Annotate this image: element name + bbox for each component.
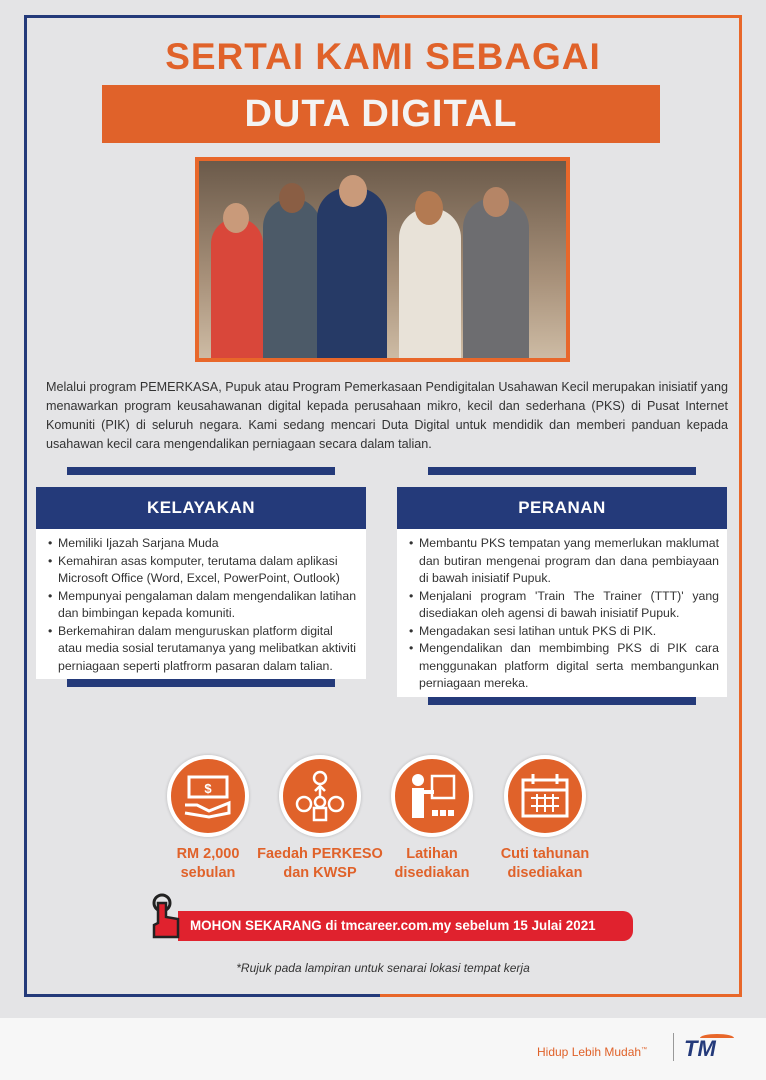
benefit-label: Faedah PERKESO xyxy=(257,846,383,862)
title-banner: DUTA DIGITAL xyxy=(102,85,660,143)
benefit-label: dan KWSP xyxy=(283,865,357,881)
peranan-heading: PERANAN xyxy=(397,487,727,529)
benefit-salary xyxy=(143,755,273,883)
benefit-label: Cuti tahunan xyxy=(500,846,590,862)
divider xyxy=(673,1033,674,1061)
benefit-label: disediakan xyxy=(394,865,470,881)
money-hand-icon xyxy=(167,755,249,837)
tagline-text: Hidup Lebih Mudah xyxy=(537,1045,642,1059)
benefit-label: disediakan xyxy=(507,865,583,881)
footnote: *Rujuk pada lampiran untuk senarai lokasi tempat kerja xyxy=(236,961,530,975)
title-line1: SERTAI KAMI SEBAGAI xyxy=(165,36,601,77)
frame-border xyxy=(24,994,380,997)
section-bar xyxy=(428,467,696,475)
list-item: • Kemahiran asas komputer, terutama dalam aplikasi Microsoft Office (Word, Excel, PowerPoint, Outlook) xyxy=(48,553,358,588)
trademark: ™ xyxy=(641,1047,648,1053)
kelayakan-heading: KELAYAKAN xyxy=(36,487,366,529)
kelayakan-section xyxy=(36,467,366,687)
svg-text:$: $ xyxy=(204,781,212,796)
frame-border xyxy=(380,994,742,997)
apply-now-banner[interactable]: MOHON SEKARANG di tmcareer.com.my sebelum 15 Julai 2021 xyxy=(178,911,633,941)
list-item: • Mengendalikan dan membimbing PKS di PIK cara menggunakan platform digital serta membangunkan perniagaan mereka. xyxy=(409,640,719,693)
benefit-label: sebulan xyxy=(180,865,236,881)
list-item: • Membantu PKS tempatan yang memerlukan maklumat dan butiran mengenai program dan dana pembiayaan di bawah inisiatif Pupuk. xyxy=(409,535,719,588)
pointing-hand-icon xyxy=(150,893,184,943)
trainer-icon xyxy=(391,755,473,837)
list-item: • Mengadakan sesi latihan untuk PKS di PIK. xyxy=(409,623,719,641)
tagline xyxy=(537,1045,647,1059)
benefit-label: Latihan xyxy=(406,846,458,862)
section-bar xyxy=(67,679,335,687)
frame-border xyxy=(380,15,742,18)
benefit-leave xyxy=(480,755,610,883)
intro-paragraph: Melalui program PEMERKASA, Pupuk atau Program Pemerkasaan Pendigitalan Usahawan Kecil merupakan inisiatif yang menawarkan program keusahawanan digital kepada perusahaan mikro, kecil dan sederhana (PKS) di Pusat Internet Komuniti (PIK) di seluruh negara. Kami sedang mencari Duta Digital untuk mendidik dan memberi panduan kepada usahawan kecil cara mengendalikan perniagaan secara dalam talian. xyxy=(46,380,728,451)
calendar-icon xyxy=(504,755,586,837)
list-item: • Memiliki Ijazah Sarjana Muda xyxy=(48,535,358,553)
list-item: • Menjalani program 'Train The Trainer (TTT)' yang disediakan oleh agensi di bawah inisiatif Pupuk. xyxy=(409,588,719,623)
footer xyxy=(0,1018,766,1080)
section-bar xyxy=(428,697,696,705)
section-bar xyxy=(67,467,335,475)
team-photo xyxy=(195,157,570,362)
tm-logo: TM xyxy=(684,1036,716,1061)
frame-border xyxy=(24,15,380,18)
peranan-section xyxy=(397,467,727,705)
benefit-label: RM 2,000 xyxy=(176,846,240,862)
list-item: • Mempunyai pengalaman dalam mengendalikan latihan dan bimbingan kepada komuniti. xyxy=(48,588,358,623)
frame-border xyxy=(24,15,27,997)
list-item: • Berkemahiran dalam menguruskan platform digital atau media sosial terutamanya yang melibatkan aktiviti perniagaan seperti platfrorm pasaran dalam talian. xyxy=(48,623,358,676)
benefit-perkeso xyxy=(255,755,385,883)
benefits-people-icon xyxy=(279,755,361,837)
frame-border xyxy=(739,15,742,997)
benefit-training xyxy=(367,755,497,883)
